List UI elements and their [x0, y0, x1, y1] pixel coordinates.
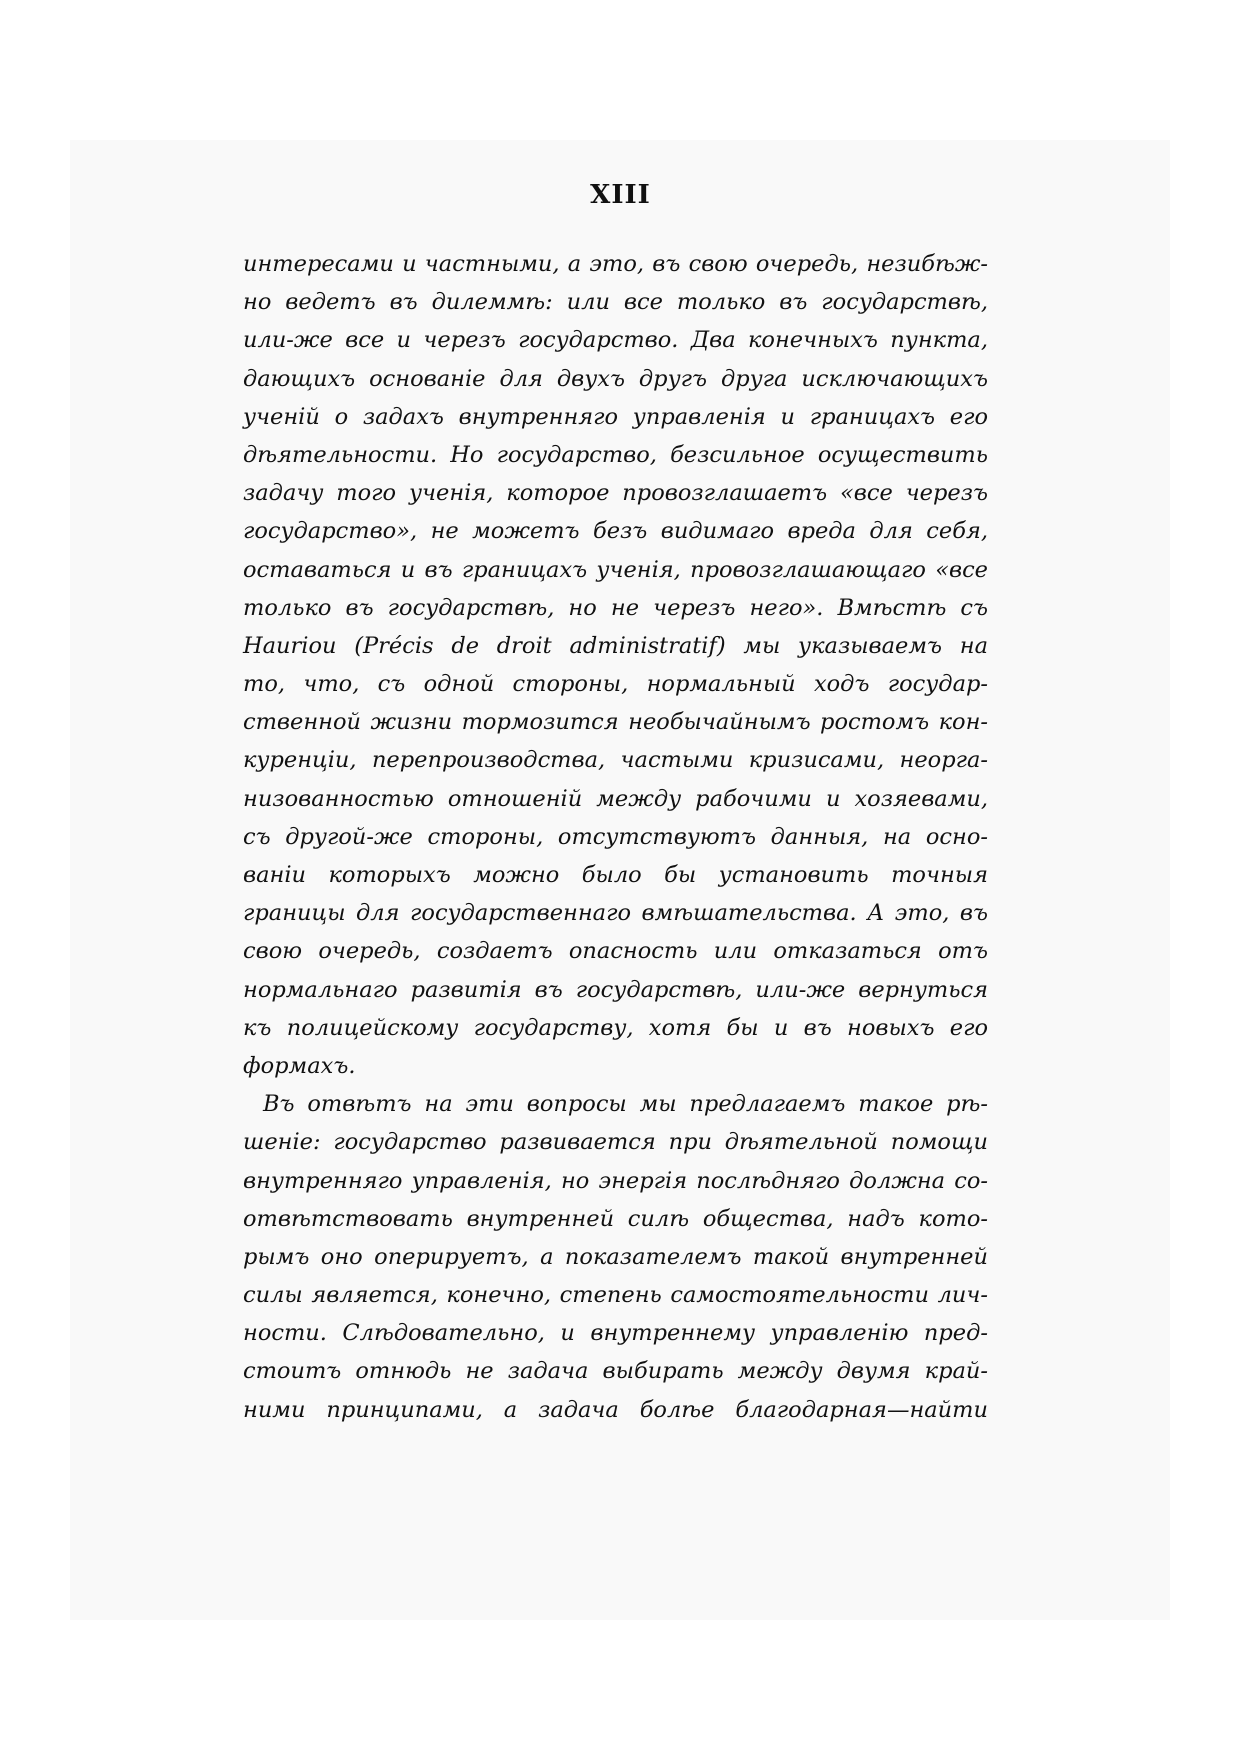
- text-line: но ведетъ въ дилеммѣ: или все только въ государствѣ,: [243, 289, 988, 316]
- text-line: формахъ.: [243, 1052, 356, 1079]
- text-line: стоитъ отнюдь не задача выбирать между двумя край-: [243, 1358, 988, 1385]
- text-line: шеніе: государство развивается при дѣятельной помощи: [243, 1129, 988, 1156]
- text-line: то, что, съ одной стороны, нормальный ходъ государ-: [243, 671, 988, 698]
- page-number: XIII: [590, 180, 651, 210]
- text-line: государство», не можетъ безъ видимаго вреда для себя,: [243, 518, 988, 545]
- text-line: отвѣтствовать внутренней силѣ общества, надъ кото-: [243, 1205, 988, 1232]
- text-line: ваніи которыхъ можно было бы установить точныя: [243, 862, 988, 888]
- text-line: Hauriou (Précis de droit administratif) мы указываемъ на: [243, 632, 988, 659]
- text-line: съ другой-же стороны, отсутствуютъ данныя, на осно-: [243, 823, 988, 850]
- text-line: интересами и частными, а это, въ свою очередь, незибѣж-: [243, 251, 988, 277]
- text-line: Въ отвѣтъ на эти вопросы мы предлагаемъ такое рѣ-: [263, 1091, 988, 1118]
- text-line: куренціи, перепроизводства, частыми кризисами, неорга-: [243, 747, 988, 774]
- text-line: только въ государствѣ, но не черезъ него». Вмѣстѣ съ: [243, 594, 988, 621]
- text-line: рымъ оно оперируетъ, а показателемъ такой внутренней: [243, 1243, 988, 1270]
- text-line: оставаться и въ границахъ ученія, провозглашающаго «все: [243, 556, 988, 583]
- text-line: дающихъ основаніе для двухъ другъ друга исключающихъ: [243, 365, 988, 392]
- text-line: задачу того ученія, которое провозглашаетъ «все черезъ: [243, 480, 988, 507]
- text-line: ними принципами, а задача болѣе благодарная—найти: [243, 1396, 988, 1423]
- text-line: нормальнаго развитія въ государствѣ, или-же вернуться: [243, 976, 988, 1003]
- text-line: низованностью отношеній между рабочими и хозяевами,: [243, 785, 988, 812]
- text-line: дѣятельности. Но государство, безсильное осуществить: [243, 441, 988, 468]
- text-line: силы является, конечно, степень самостоятельности лич-: [243, 1282, 988, 1309]
- text-line: ности. Слѣдовательно, и внутреннему управленію пред-: [243, 1320, 988, 1347]
- body-text: [243, 245, 988, 1429]
- text-line: внутренняго управленія, но энергія послѣдняго должна со-: [243, 1167, 988, 1194]
- text-line: ственной жизни тормозится необычайнымъ ростомъ кон-: [243, 709, 988, 736]
- text-line: или-же все и черезъ государство. Два конечныхъ пункта,: [243, 327, 988, 354]
- text-line: къ полицейскому государству, хотя бы и въ новыхъ его: [243, 1014, 988, 1041]
- text-line: свою очередь, создаетъ опасность или отказаться отъ: [243, 938, 988, 965]
- text-line: границы для государственнаго вмѣшательства. А это, въ: [243, 900, 988, 927]
- text-line: ученій о задахъ внутренняго управленія и границахъ его: [243, 403, 988, 430]
